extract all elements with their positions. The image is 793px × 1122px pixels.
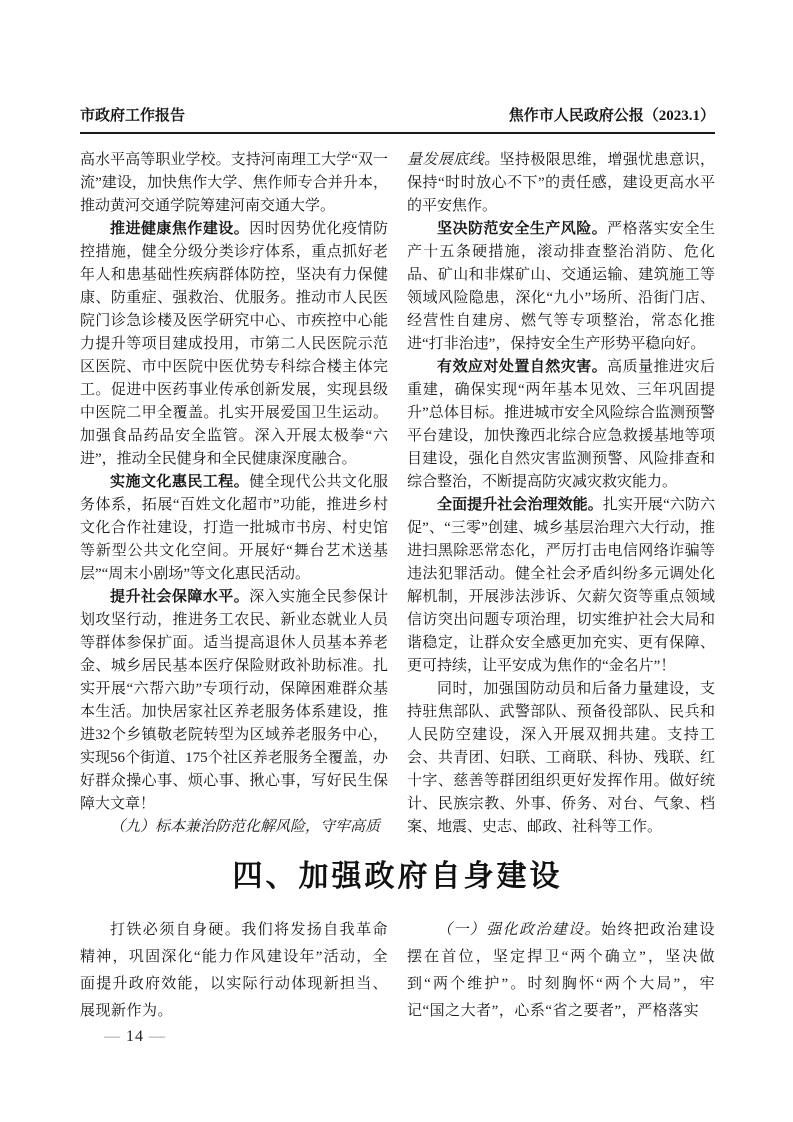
paragraph-text: 严格落实安全生产十五条硬措施，滚动排查整治消防、危化品、矿山和非煤矿山、交通运输、建筑施工等领域风险隐患，深化“九小”场所、沿街门店、经营性自建房、燃气等专项整治，常态化推进“打非治违”，保持安全生产形势平稳向好。 bbox=[407, 221, 715, 352]
paragraph-text: 坚持极限思维，增强忧患意识，保持“时时放心不下”的责任感，建设更高水平的平安焦作。 bbox=[407, 152, 715, 214]
paragraph-continuation bbox=[80, 149, 388, 218]
bottom-right-column bbox=[407, 917, 715, 1025]
paragraph-text: 打铁必须自身硬。我们将发扬自我革命精神，巩固深化“能力作风建设年”活动，全面提升政府效能，以实际行动体现新担当、展现新作为。 bbox=[80, 922, 388, 1020]
paragraph-section-nine-heading bbox=[80, 816, 388, 839]
paragraph-self-revolution bbox=[80, 917, 388, 1025]
paragraph-lead: 全面提升社会治理效能。 bbox=[437, 497, 603, 513]
page-number-right-dash: — bbox=[149, 1028, 166, 1045]
paragraph-natural-disasters bbox=[407, 356, 715, 494]
paragraph-lead: 推进健康焦作建设。 bbox=[110, 221, 250, 237]
paragraph-text: 健全现代公共文化服务体系，拓展“百姓文化超市”功能，推进乡村文化合作社建设，打造一批城市书房、村史馆等新型公共文化空间。开展好“舞台艺术送基层”“周末小剧场”等文化惠民活动。 bbox=[80, 474, 388, 582]
paragraph-text: 深入实施全民参保计划攻坚行动，推进务工农民、新业态就业人员等群体参保扩面。适当提高退休人员基本养老金、城乡居民基本医疗保险财政补助标准。扎实开展“六帮六助”专项行动，保障困难群众基本生活。加快居家社区养老服务体系建设，推进32个乡镇敬老院转型为区域养老服务中心，实现56个街道、175个社区养老服务全覆盖，办好群众操心事、烦心事、揪心事，写好民生保障大文章！ bbox=[80, 589, 388, 812]
header-gazette-title: 焦作市人民政府公报（2023.1） bbox=[508, 108, 715, 124]
paragraph-culture bbox=[80, 471, 388, 586]
paragraph-health bbox=[80, 218, 388, 471]
page-number-left-dash: — bbox=[104, 1028, 121, 1045]
paragraph-text: 高水平高等职业学校。支持河南理工大学“双一流”建设，加快焦作大学、焦作师专合并升本，推动黄河交通学院筹建河南交通大学。 bbox=[80, 152, 388, 214]
header-report-title: 市政府工作报告 bbox=[80, 108, 186, 124]
page-header bbox=[80, 106, 715, 134]
section-title: 四、加强政府自身建设 bbox=[232, 860, 563, 893]
paragraph-lead: 有效应对处置自然灾害。 bbox=[437, 359, 608, 375]
paragraph-political-construction bbox=[407, 917, 715, 1025]
paragraph-social-security bbox=[80, 586, 388, 816]
paragraph-text: 高质量推进灾后重建，确保实现“两年基本见效、三年巩固提升”总体目标。推进城市安全风险综合监测预警平台建设，加快豫西北综合应急救援基地等项目建设，强化自然灾害监测预警、风险排查和综合整治，不断提高防灾减灾救灾能力。 bbox=[407, 359, 715, 490]
paragraph-kai-text: 量发展底线。 bbox=[407, 152, 500, 168]
paragraph-lead: 提升社会保障水平。 bbox=[110, 589, 250, 605]
paragraph-text: 始终把政治建设摆在首位，坚定捍卫“两个确立”，坚决做到“两个维护”。时刻胸怀“两个大局”，牢记“国之大者”，心系“省之要者”，严格落实 bbox=[407, 922, 715, 1020]
bottom-left-column bbox=[80, 917, 388, 1025]
paragraph-lead: 坚决防范安全生产风险。 bbox=[437, 221, 608, 237]
body-top-columns bbox=[80, 149, 715, 839]
body-bottom-columns bbox=[80, 917, 715, 1025]
paragraph-kai-lead: （一）强化政治建设。 bbox=[437, 922, 602, 939]
paragraph-text: 因时因势优化疫情防控措施，健全分级分类诊疗体系，重点抓好老年人和患基础性疾病群体防控，坚决有力保健康、防重症、强救治、优服务。推动市人民医院门诊急诊楼及医学研究中心、市疾控中心能力提升等项目建成投用，市第二人民医院示范区医院、市中医院中医优势专科综合楼主体完工。促进中医药事业传承创新发展，实现县级中医院二甲全覆盖。扎实开展爱国卫生运动。加强食品药品安全监管。深入开展太极拳“六进”，推动全民健身和全民健康深度融合。 bbox=[80, 221, 388, 467]
paragraph-text: 扎实开展“六防六促”、“三零”创建、城乡基层治理六大行动，推进扫黑除恶常态化，严厉打击电信网络诈骗等违法犯罪活动。健全社会矛盾纠纷多元调处化解机制，开展涉法涉诉、欠薪欠资等重点领域信访突出问题专项治理，切实维护社会大局和谐稳定，让群众安全感更加充实、更有保障、更可持续，让平安成为焦作的“金名片”！ bbox=[407, 497, 715, 674]
page-number-value: 14 bbox=[126, 1028, 144, 1045]
paragraph-social-governance bbox=[407, 494, 715, 678]
paragraph-production-safety bbox=[407, 218, 715, 356]
left-column bbox=[80, 149, 388, 839]
paragraph-national-defense bbox=[407, 678, 715, 839]
right-column bbox=[407, 149, 715, 839]
paragraph-kai-text: （九）标本兼治防范化解风险，守牢高质 bbox=[110, 819, 381, 835]
paragraph-continuation bbox=[407, 149, 715, 218]
page-number bbox=[104, 1028, 166, 1046]
paragraph-text: 同时，加强国防动员和后备力量建设，支持驻焦部队、武警部队、预备役部队、民兵和人民防空建设，深入开展双拥共建。支持工会、共青团、妇联、工商联、科协、残联、红十字、慈善等群团组织更好发挥作用。做好统计、民族宗教、外事、侨务、对台、气象、档案、地震、史志、邮政、社科等工作。 bbox=[407, 681, 715, 835]
paragraph-lead: 实施文化惠民工程。 bbox=[110, 474, 250, 490]
